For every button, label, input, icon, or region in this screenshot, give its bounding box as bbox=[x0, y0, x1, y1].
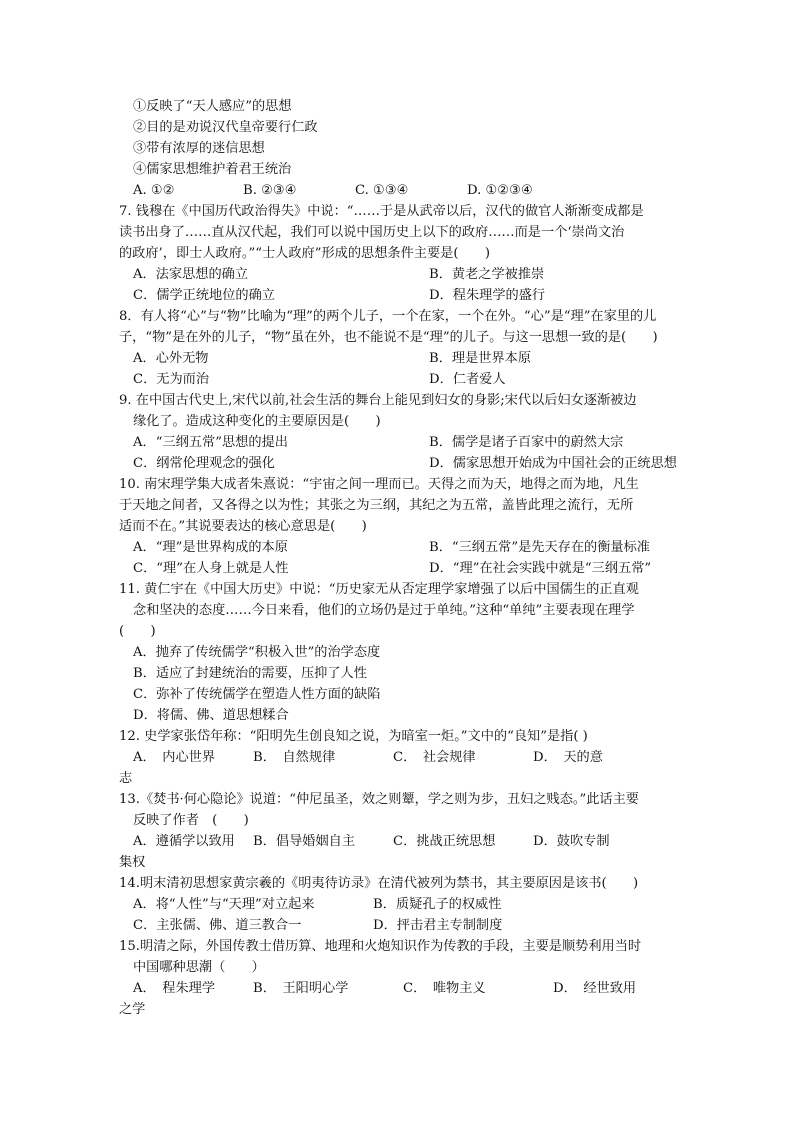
question-text: 12. 史学家张岱年称：“阳明先生创良知之说，为暗室一炬。”文中的“良知”是指( ) bbox=[119, 729, 588, 744]
option-a: A．“理”是世界构成的本原 bbox=[133, 540, 288, 555]
option-a: A． 内心世界 bbox=[133, 750, 216, 765]
option-a: A．将“人性”与“天理”对立起来 bbox=[133, 897, 315, 912]
option-d: D．鼓吹专制 bbox=[533, 834, 610, 849]
option-c: C．主张儒、佛、道三教合一 bbox=[133, 918, 302, 933]
option-d: D．“理”在社会实践中就是“三纲五常” bbox=[429, 561, 652, 576]
options-row bbox=[119, 747, 679, 768]
options-row bbox=[119, 894, 679, 915]
option-c: C． 社会规律 bbox=[393, 750, 476, 765]
question-text: 于天地之间者，又各得之以为性；其张之为三纲，其纪之为五常，盖皆此理之流行，无所 bbox=[119, 498, 634, 513]
option-b: B．理是世界本原 bbox=[429, 351, 532, 366]
question-12 bbox=[119, 726, 679, 789]
statement-3: ③带有浓厚的迷信思想 bbox=[133, 141, 265, 156]
option-a: A．心外无物 bbox=[133, 351, 209, 366]
option-c: C．儒学正统地位的确立 bbox=[133, 288, 275, 303]
question-list bbox=[119, 96, 679, 1020]
options-row bbox=[119, 915, 679, 936]
question-8 bbox=[119, 306, 679, 390]
question-7 bbox=[119, 201, 679, 306]
option-d: D．仁者爱人 bbox=[429, 372, 506, 387]
option-b: B．质疑孔子的权威性 bbox=[373, 897, 502, 912]
question-text: 子，“物”是在外的儿子，“物”虽在外，也不能说不是“理”的儿子。与这一思想一致的是( ) bbox=[119, 330, 658, 345]
option-a: A．遵循学以致用 bbox=[133, 834, 235, 849]
question-15 bbox=[119, 936, 679, 1020]
option-c: C．挑战正统思想 bbox=[393, 834, 496, 849]
question-text: 反映了作者 ( ) bbox=[133, 813, 249, 828]
options-row bbox=[119, 831, 679, 852]
option-b: B．“三纲五常”是先天存在的衡量标准 bbox=[429, 540, 650, 555]
question-6 bbox=[119, 96, 679, 201]
option-c: C． 唯物主义 bbox=[403, 981, 486, 996]
question-text: 的政府’，即士人政府。”“士人政府”形成的思想条件主要是( ) bbox=[119, 246, 490, 261]
option-d: D．将儒、佛、道思想糅合 bbox=[133, 708, 289, 723]
option-d-wrap: 集权 bbox=[119, 855, 146, 870]
option-d: D．儒家思想开始成为中国社会的正统思想 bbox=[429, 456, 677, 471]
option-c: C．“理”在人身上就是人性 bbox=[133, 561, 289, 576]
option-b: B． 王阳明心学 bbox=[253, 981, 349, 996]
options-row bbox=[119, 285, 679, 306]
question-text: 8．有人将“心”与“物”比喻为“理”的两个儿子，一个在家，一个在外。“心”是“理”在家里的儿 bbox=[119, 309, 657, 324]
option-c: C. ①③④ bbox=[355, 183, 409, 198]
question-11 bbox=[119, 579, 679, 726]
option-d-wrap: 之学 bbox=[119, 1002, 146, 1017]
question-10 bbox=[119, 474, 679, 579]
question-text: 15.明清之际，外国传教士借历算、地理和火炮知识作为传教的手段，主要是顺势利用当时 bbox=[119, 939, 642, 954]
question-text: 缘化了。造成这种变化的主要原因是( ) bbox=[133, 414, 381, 429]
option-d: D．抨击君主专制制度 bbox=[373, 918, 503, 933]
question-text: 9. 在中国古代史上,宋代以前,社会生活的舞台上能见到妇女的身影;宋代以后妇女逐渐被边 bbox=[119, 393, 637, 408]
options-row bbox=[119, 348, 679, 369]
option-c: C．纲常伦理观念的强化 bbox=[133, 456, 275, 471]
option-c: C．无为而治 bbox=[133, 372, 210, 387]
question-text: 念和坚决的态度……今日来看，他们的立场仍是过于单纯。”这种“单纯”主要表现在理学 bbox=[133, 603, 635, 618]
option-d: D. ①②③④ bbox=[467, 183, 533, 198]
statement-4: ④儒家思想维护着君王统治 bbox=[133, 162, 292, 177]
options-row bbox=[119, 264, 679, 285]
option-d: D． 经世致用 bbox=[553, 981, 637, 996]
options-row bbox=[119, 453, 679, 474]
options-row bbox=[119, 978, 679, 999]
question-text: 读书出身了……直从汉代起，我们可以说中国历史上以下的政府……而是一个‘崇尚文治 bbox=[119, 225, 625, 240]
question-13 bbox=[119, 789, 679, 873]
statement-1: ①反映了“天人感应”的思想 bbox=[133, 99, 292, 114]
option-c: C．弥补了传统儒学在塑造人性方面的缺陷 bbox=[133, 687, 381, 702]
option-b: B． 自然规律 bbox=[253, 750, 336, 765]
option-d: D． 天的意 bbox=[533, 750, 603, 765]
options-row bbox=[119, 180, 679, 201]
option-a: A． 程朱理学 bbox=[133, 981, 216, 996]
options-row bbox=[119, 432, 679, 453]
question-text: 10. 南宋理学集大成者朱熹说：“宇宙之间一理而已。天得之而为天，地得之而为地，凡生 bbox=[119, 477, 639, 492]
option-a: A．法家思想的确立 bbox=[133, 267, 249, 282]
options-row bbox=[119, 558, 679, 579]
question-text: 适而不在。”其说要表达的核心意思是( ) bbox=[119, 519, 367, 534]
option-b: B. ②③④ bbox=[243, 183, 297, 198]
option-a: A．抛弃了传统儒学“积极入世”的治学态度 bbox=[133, 645, 381, 660]
question-text: 14.明末清初思想家黄宗羲的《明夷待访录》在清代被列为禁书，其主要原因是该书( ) bbox=[119, 876, 639, 891]
question-text: 11. 黄仁宇在《中国大历史》中说：“历史家无从否定理学家增强了以后中国儒生的正直观 bbox=[119, 582, 639, 597]
question-text: 7. 钱穆在《中国历代政治得失》中说：“……于是从武帝以后，汉代的做官人渐渐变成都是 bbox=[119, 204, 644, 219]
question-text: 13.《焚书·何心隐论》说道：“仲尼虽圣，效之则颦，学之则为步，丑妇之贱态。”此话主要 bbox=[119, 792, 639, 807]
option-b: B．儒学是诸子百家中的蔚然大宗 bbox=[429, 435, 624, 450]
option-b: B．适应了封建统治的需要，压抑了人性 bbox=[133, 666, 367, 681]
option-b: B．倡导婚姻自主 bbox=[253, 834, 356, 849]
question-text: ( ) bbox=[119, 624, 156, 639]
question-text: 中国哪种思潮（ ） bbox=[133, 960, 265, 975]
option-a: A. ①② bbox=[133, 183, 175, 198]
option-b: B．黄老之学被推崇 bbox=[429, 267, 545, 282]
question-9 bbox=[119, 390, 679, 474]
options-row bbox=[119, 537, 679, 558]
question-14 bbox=[119, 873, 679, 936]
statement-2: ②目的是劝说汉代皇帝要行仁政 bbox=[133, 120, 318, 135]
options-row bbox=[119, 369, 679, 390]
option-a: A．“三纲五常”思想的提出 bbox=[133, 435, 288, 450]
option-d-wrap: 志 bbox=[119, 771, 133, 786]
option-d: D．程朱理学的盛行 bbox=[429, 288, 546, 303]
